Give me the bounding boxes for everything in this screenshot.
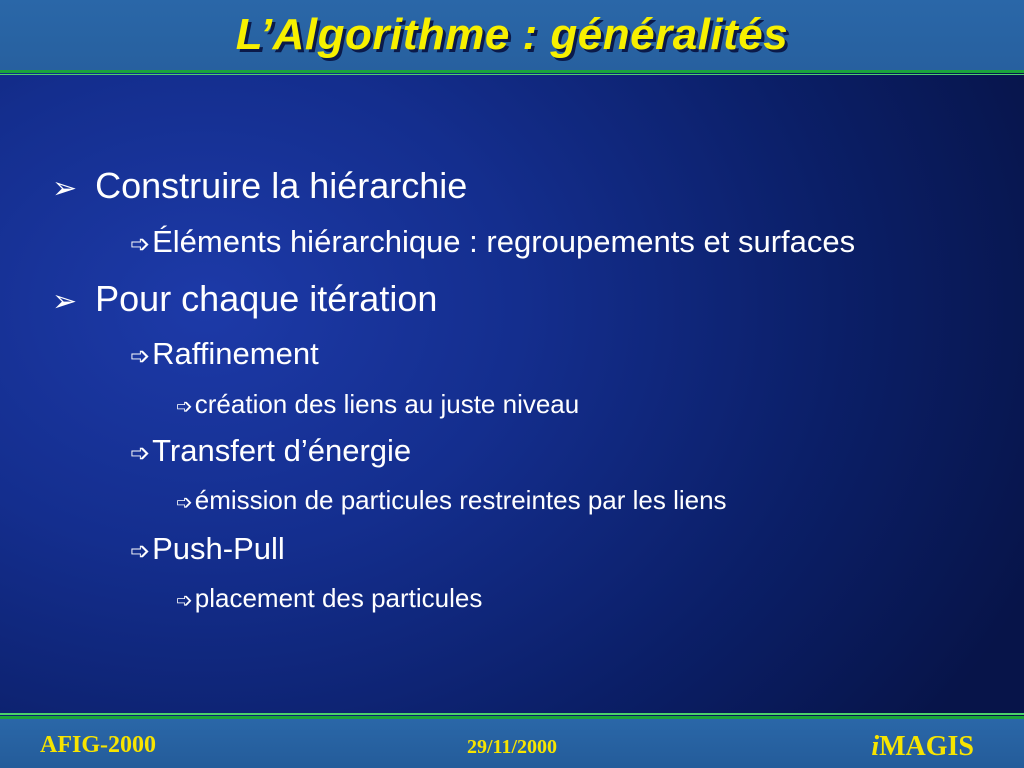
arrowhead-bullet-icon: ➢ [52, 284, 78, 319]
slide-title: L’Algorithme : généralités [235, 10, 789, 59]
footer-lab-logo [871, 731, 974, 763]
sub-bullet-text: Transfert d’énergie [152, 433, 412, 468]
sub-bullet-item [130, 224, 855, 262]
outlined-arrow-bullet-icon: ➩ [176, 588, 193, 612]
outlined-arrow-bullet-icon: ➩ [130, 342, 151, 370]
sub-bullet-item [130, 336, 319, 374]
outlined-arrow-bullet-icon: ➩ [176, 490, 193, 514]
footer-lab-logo-text: MAGIS [879, 731, 974, 762]
bullet-text: Pour chaque itération [95, 278, 438, 319]
sub-sub-bullet-item [176, 485, 727, 517]
sub-sub-bullet-text: placement des particules [194, 583, 483, 613]
outlined-arrow-bullet-icon: ➩ [130, 537, 151, 565]
sub-bullet-item [130, 433, 411, 471]
outlined-arrow-bullet-icon: ➩ [176, 394, 193, 418]
footer-divider-highlight [0, 713, 1024, 715]
bullet-item [52, 166, 467, 209]
outlined-arrow-bullet-icon: ➩ [130, 230, 151, 258]
sub-sub-bullet-item [176, 389, 579, 421]
sub-sub-bullet-item [176, 583, 482, 615]
footer-date: 29/11/2000 [466, 736, 557, 758]
sub-bullet-text: Éléments hiérarchique : regroupements et surfaces [152, 224, 856, 259]
bullet-text: Construire la hiérarchie [95, 165, 468, 206]
sub-sub-bullet-text: émission de particules restreintes par les liens [194, 485, 727, 515]
arrowhead-bullet-icon: ➢ [52, 171, 78, 206]
sub-sub-bullet-text: création des liens au juste niveau [194, 389, 580, 419]
outlined-arrow-bullet-icon: ➩ [130, 439, 151, 467]
sub-bullet-text: Raffinement [152, 336, 319, 371]
sub-bullet-item [130, 531, 285, 569]
footer-conference: AFIG-2000 [40, 732, 156, 758]
sub-bullet-text: Push-Pull [152, 531, 285, 566]
bullet-item [52, 279, 437, 322]
footer-lab-logo-i: i [871, 731, 880, 762]
